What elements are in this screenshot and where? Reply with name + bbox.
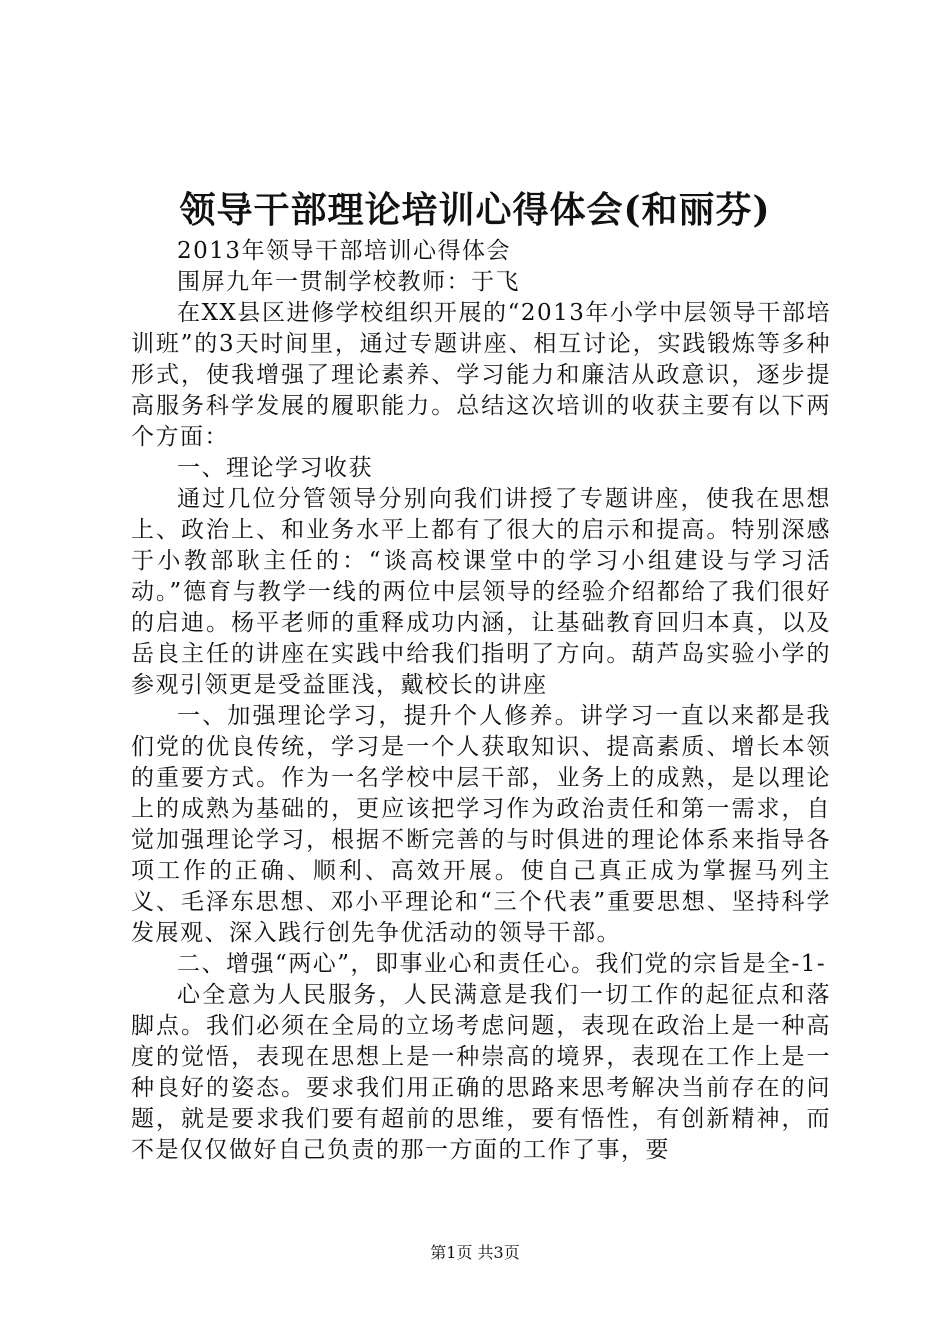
paragraph-point-one: 一、加强理论学习，提升个人修养。讲学习一直以来都是我们党的优良传统，学习是一个人获取知识、提高素质、增长本领的重要方式。作为一名学校中层干部，业务上的成熟，是以理论上的成熟为基础的，更应该把学习作为政治责任和第一需求，自觉加强理论学习，根据不断完善的与时俱进的理论体系来指导各项工作的正确、顺利、高效开展。使自己真正成为掌握马列主义、毛泽东思想、邓小平理论和“三个代表”重要思想、坚持科学发展观、深入践行创先争优活动的领导干部。 (131, 703, 831, 946)
document-body (131, 236, 831, 1166)
paragraph-continuation: 心全意为人民服务，人民满意是我们一切工作的起征点和落脚点。我们必须在全局的立场考虑问题，表现在政治上是一种高度的觉悟，表现在思想上是一种崇高的境界，表现在工作上是一种良好的姿态。要求我们用正确的思路来思考解决当前存在的问题，就是要求我们要有超前的思维，要有悟性，有创新精神，而不是仅仅做好自己负责的那一方面的工作了事，要 (131, 982, 831, 1163)
section-heading-theory: 一、理论学习收获 (177, 455, 373, 481)
paragraph-subtitle: 2013年领导干部培训心得体会 (177, 238, 512, 264)
paragraph-intro: 在XX县区进修学校组织开展的“2013年小学中层领导干部培训班”的3天时间里，通过专题讲座、相互讨论，实践锻炼等多种形式，使我增强了理论素养、学习能力和廉洁从政意识，逐步提高服务科学发展的履职能力。总结这次培训的收获主要有以下两个方面： (131, 300, 831, 450)
paragraph-lectures: 通过几位分管领导分别向我们讲授了专题讲座，使我在思想上、政治上、和业务水平上都有了很大的启示和提高。特别深感于小教部耿主任的：“谈高校课堂中的学习小组建设与学习活动。”德育与教学一线的两位中层领导的经验介绍都给了我们很好的启迪。杨平老师的重释成功内涵，让基础教育回归本真，以及岳良主任的讲座在实践中给我们指明了方向。葫芦岛实验小学的参观引领更是受益匪浅，戴校长的讲座 (131, 486, 831, 698)
paragraph-author: 围屏九年一贯制学校教师：于飞 (177, 269, 520, 295)
page-number-footer: 第1页 共3页 (430, 1243, 520, 1262)
paragraph-point-two: 二、增强“两心”，即事业心和责任心。我们党的宗旨是全-1- (177, 951, 827, 977)
document-title: 领导干部理论培训心得体会(和丽芬) (179, 189, 771, 231)
